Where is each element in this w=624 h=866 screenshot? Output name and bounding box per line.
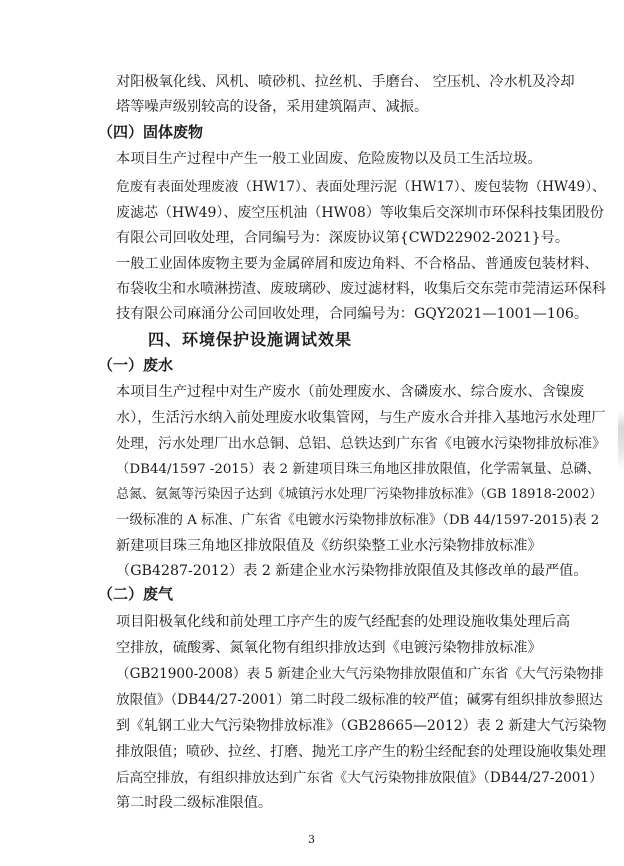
noise-para-line-1: 对阳极氧化线、风机、喷砂机、拉丝机、手磨台、 空压机、冷水机及冷却 xyxy=(116,74,575,90)
exhaust-line-5: 到《轧钢工业大气污染物排放标准》（GB28665—2012）表 2 新建大气污染物 xyxy=(116,718,607,734)
hazardous-line-1: 危废有表面处理废液（HW17）、表面处理污泥（HW17）、废包装物（HW49）、 xyxy=(116,179,606,195)
exhaust-line-8: 第二时段二级标准限值。 xyxy=(116,795,273,811)
wastewater-line-1: 本项目生产过程中对生产废水（前处理废水、含磷废水、综合废水、含镍废 xyxy=(116,384,585,400)
wastewater-line-3: 处理，污水处理厂出水总铜、总铝、总铁达到广东省《电镀水污染物排放标准》 xyxy=(116,436,606,452)
wastewater-line-2: 水），生活污水纳入前处理废水收集管网，与生产废水合并排入基地污水处理厂 xyxy=(116,410,606,426)
exhaust-line-2: 空排放，硫酸雾、氮氧化物有组织排放达到《电镀污染物排放标准》 xyxy=(116,640,542,656)
exhaust-line-6: 排放限值；喷砂、拉丝、打磨、抛光工序产生的粉尘经配套的处理设施收集处理 xyxy=(116,744,606,760)
wastewater-line-8: （GB4287-2012）表 2 新建企业水污染物排放限值及其修改单的最严值。 xyxy=(116,563,588,579)
general-waste-line-3: 技有限公司麻涌分公司回收处理，合同编号为：GQY2021—1001—106。 xyxy=(116,306,589,322)
section-4-heading: 四、环境保护设施调试效果 xyxy=(148,330,353,349)
exhaust-line-1: 项目阳极氧化线和前处理工序产生的废气经配套的处理设施收集处理后高 xyxy=(116,614,571,630)
exhaust-line-7: 后高空排放，有组织排放达到广东省《大气污染物排放限值》（DB44/27-2001） xyxy=(116,770,603,786)
general-waste-line-2: 布袋收尘和水喷淋捞渣、废玻璃砂、废过滤材料，收集后交东莞市莞清运环保科 xyxy=(116,281,606,297)
solid-waste-heading: （四）固体废物 xyxy=(98,123,204,141)
wastewater-line-7: 新建项目珠三角地区排放限值及《纺织染整工业水污染物排放标准》 xyxy=(116,538,542,554)
exhaust-heading: （二）废气 xyxy=(98,585,174,603)
wastewater-line-4: （DB44/1597 -2015）表 2 新建项目珠三角地区排放限值，化学需氧量、总磷、 xyxy=(116,462,601,477)
noise-para-line-2: 塔等噪声级别较高的设备，采用建筑隔声、减振。 xyxy=(116,99,429,115)
wastewater-line-5: 总氮、氨氮等污染因子达到《城镇污水处理厂污染物排放标准》（GB 18918-2002） xyxy=(116,487,603,502)
hazardous-line-2: 废滤芯（HW49）、废空压机油（HW08）等收集后交深圳市环保科技集团股份 xyxy=(116,205,604,221)
page-number: 3 xyxy=(308,833,315,846)
scan-edge-shadow xyxy=(618,410,624,470)
solid-waste-intro: 本项目生产过程中产生一般工业固废、危险废物以及员工生活垃圾。 xyxy=(116,151,542,167)
general-waste-line-1: 一般工业固体废物主要为金属碎屑和废边角料、不合格品、普通废包装材料、 xyxy=(116,256,599,272)
wastewater-line-6: 一级标准的 A 标准、广东省《电镀水污染物排放标准》（DB 44/1597-2015)表 2 xyxy=(116,513,600,528)
hazardous-line-3: 有限公司回收处理，合同编号为：深废协议第{CWD22902-2021}号。 xyxy=(116,230,570,246)
wastewater-heading: （一）废水 xyxy=(98,356,174,374)
exhaust-line-3: （GB21900-2008）表 5 新建企业大气污染物排放限值和广东省《大气污染物排 xyxy=(116,666,604,682)
exhaust-line-4: 放限值》（DB44/27-2001）第二时段二级标准的较严值；碱雾有组织排放参照达 xyxy=(116,692,603,708)
